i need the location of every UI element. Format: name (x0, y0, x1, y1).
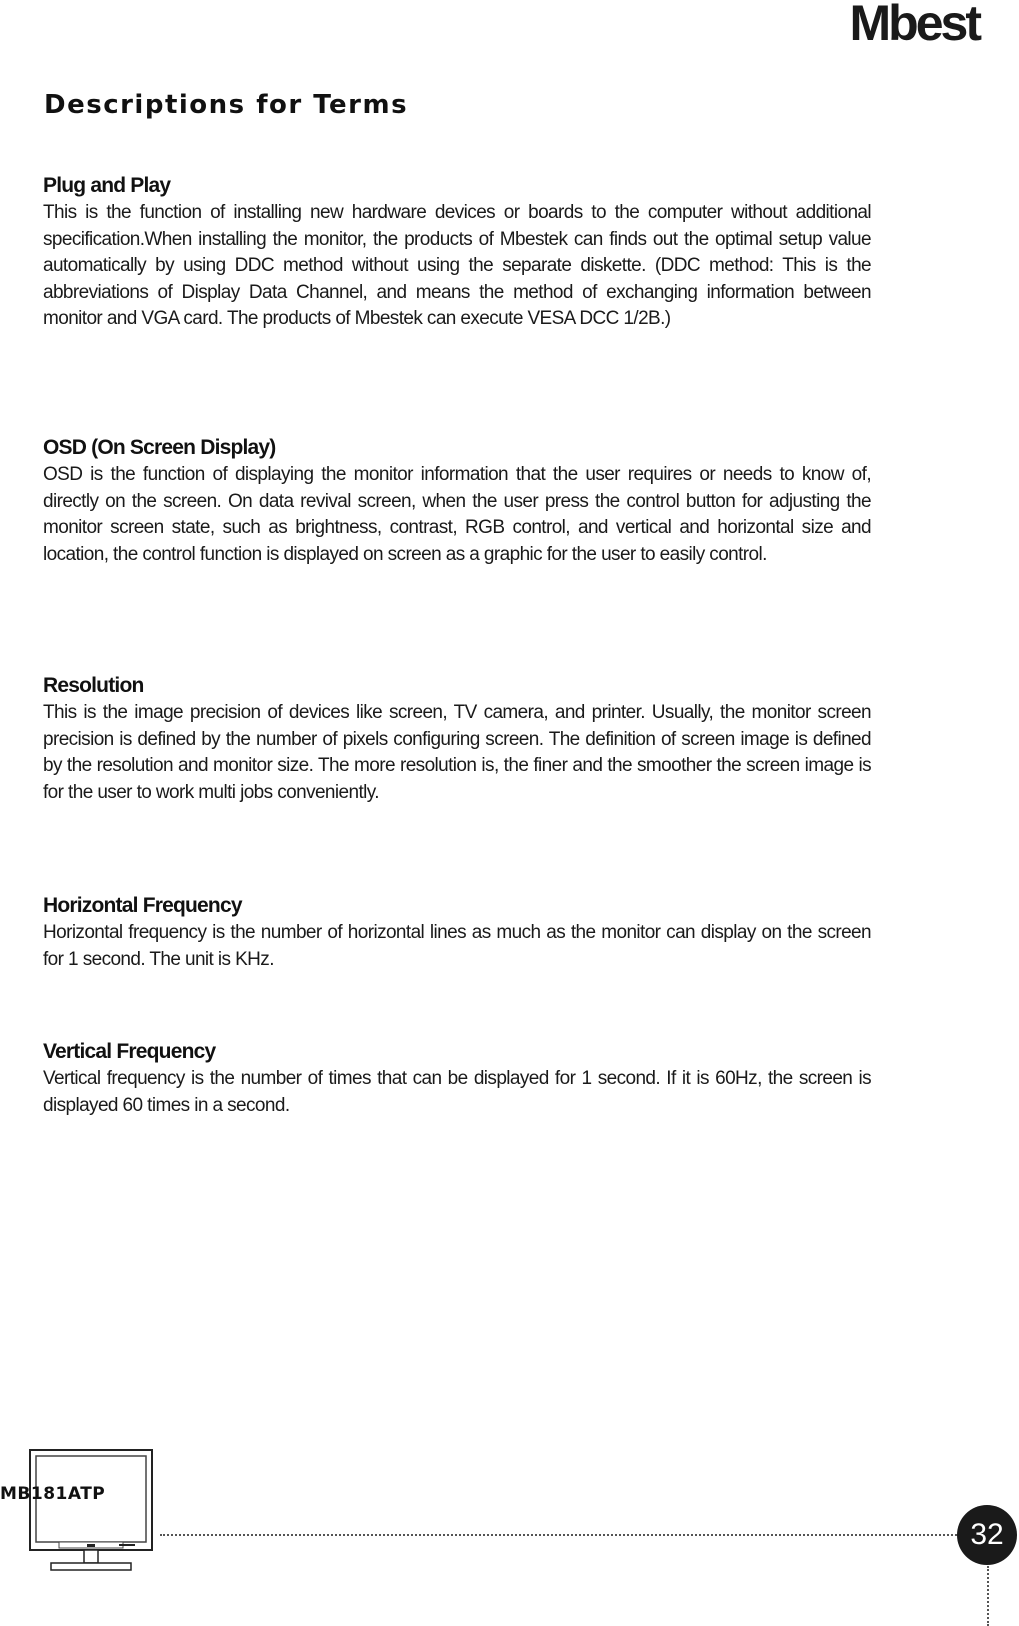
section-horizontal-frequency (43, 894, 871, 973)
section-resolution (43, 674, 871, 806)
section-heading: Plug and Play (43, 174, 171, 197)
footer-vertical-divider (987, 1566, 989, 1626)
section-heading: Resolution (43, 674, 144, 697)
section-body: Vertical frequency is the number of times that can be displayed for 1 second. If it is 60Hz, the screen is displayed 60 times in a second. (43, 1068, 871, 1116)
section-body: OSD is the function of displaying the monitor information that the user requires or needs to know of, directly on the screen. On data revival screen, when the user press the control button for adjusting the monitor screen state, such as brightness, contrast, RGB control, and vertical and horizontal size and location, the control function is displayed on screen as a graphic for the user to easily control. (43, 464, 871, 565)
section-body: Horizontal frequency is the number of horizontal lines as much as the monitor can display on the screen for 1 second. The unit is KHz. (43, 922, 871, 970)
section-heading: Horizontal Frequency (43, 894, 242, 917)
page-title: Descriptions for Terms (44, 90, 409, 120)
section-heading: OSD (On Screen Display) (43, 436, 276, 459)
section-osd (43, 436, 871, 568)
page-number-badge: 32 (957, 1505, 1017, 1565)
section-vertical-frequency (43, 1040, 871, 1119)
section-plug-and-play (43, 174, 871, 333)
footer-divider (160, 1534, 957, 1536)
monitor-icon (29, 1449, 153, 1575)
section-body: This is the function of installing new hardware devices or boards to the computer without additional specification.When installing the monitor, the products of Mbestek can finds out the optimal setup value automatically by using DDC method without using the separate diskette. (DDC method: This is the abbreviations of Display Data Channel, and means the method of exchanging information between monitor and VGA card. The products of Mbestek can execute VESA DCC 1/2B.) (43, 202, 871, 329)
model-name: MB181ATP (0, 1484, 106, 1504)
section-body: This is the image precision of devices like screen, TV camera, and printer. Usually, the monitor screen precision is defined by the number of pixels configuring screen. The definition of screen image is defined by the resolution and monitor size. The more resolution is, the finer and the smoother the screen image is for the user to work multi jobs conveniently. (43, 702, 871, 803)
brand-logo (849, 0, 979, 51)
section-heading: Vertical Frequency (43, 1040, 216, 1063)
brand-logo-text: Mbest (849, 0, 979, 51)
